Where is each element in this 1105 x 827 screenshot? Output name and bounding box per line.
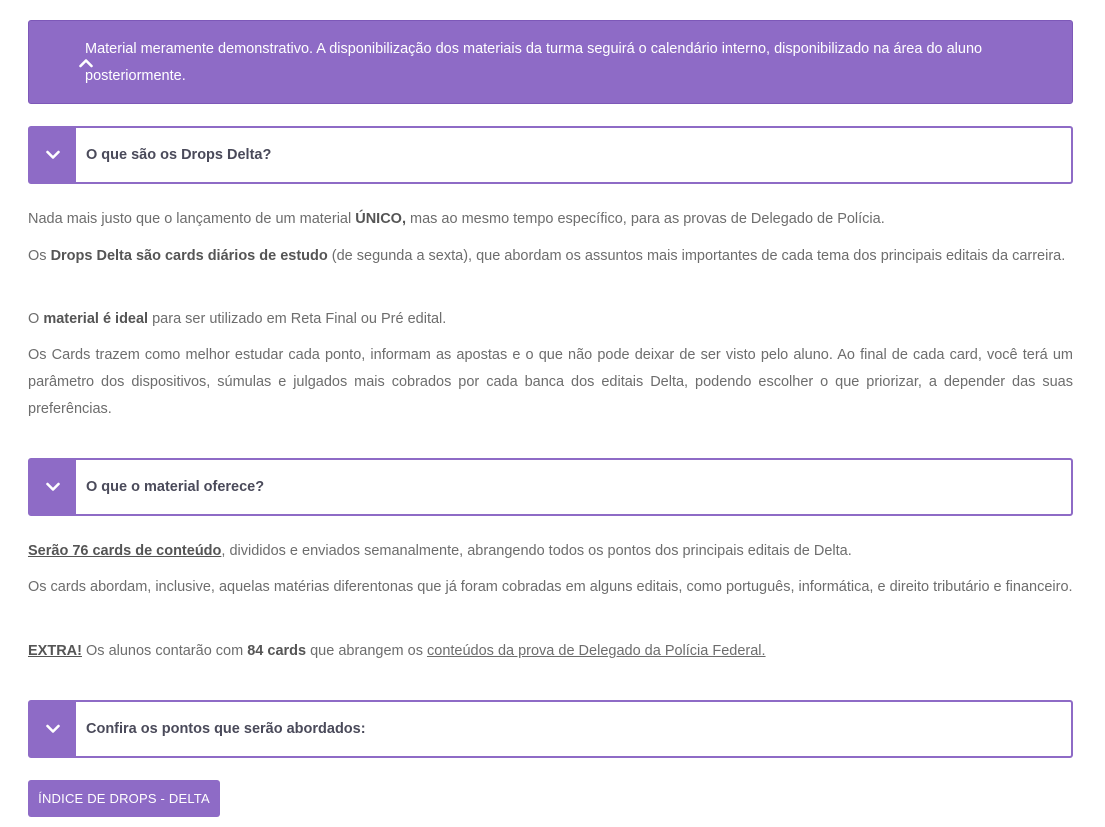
chevron-down-icon[interactable] — [30, 702, 76, 756]
accordion-drops-delta[interactable] — [28, 126, 1073, 184]
accordion-title[interactable]: O que são os Drops Delta? — [86, 147, 272, 163]
notice-text: Material meramente demonstrativo. A disponibilização dos materiais da turma seguirá o calendário interno, disponibilizado na área do aluno posteriormente. — [85, 41, 983, 84]
section1-paragraph-4: Os Cards trazem como melhor estudar cada ponto, informam as apostas e o que não pode deixar de ser visto pelo aluno. Ao final de cada card, você terá um parâmetro dos dispositivos, súmulas e julgados mais cobrados por cada banca dos editais Delta, podendo escolher o que priorizar, a depender das suas preferências. — [28, 347, 1073, 417]
federal-content-link[interactable]: conteúdos da prova de Delegado da Polícia Federal. — [427, 643, 766, 659]
section2-paragraph-3: EXTRA! Os alunos contarão com 84 cards que abrangem os conteúdos da prova de Delegado da Polícia Federal. — [28, 643, 766, 659]
accordion-pontos-abordados[interactable] — [28, 700, 1073, 758]
index-drops-delta-button[interactable]: ÍNDICE DE DROPS - DELTA — [28, 780, 220, 817]
chevron-down-icon[interactable] — [30, 128, 76, 182]
section2-paragraph-1: Serão 76 cards de conteúdo, divididos e enviados semanalmente, abrangendo todos os pontos dos principais editais de Delta. — [28, 543, 852, 559]
chevron-down-icon[interactable] — [30, 460, 76, 514]
section1-paragraph-3: O material é ideal para ser utilizado em Reta Final ou Pré edital. — [28, 311, 447, 327]
demo-notice-accordion[interactable] — [28, 20, 1073, 104]
section2-paragraph-2: Os cards abordam, inclusive, aquelas matérias diferentonas que já foram cobradas em alguns editais, como português, informática, e direito tributário e financeiro. — [28, 579, 1073, 595]
section1-paragraph-2: Os Drops Delta são cards diários de estudo (de segunda a sexta), que abordam os assuntos mais importantes de cada tema dos principais editais da carreira. — [28, 248, 1066, 264]
accordion-material-oferece[interactable] — [28, 458, 1073, 516]
section1-paragraph-1: Nada mais justo que o lançamento de um material ÚNICO, mas ao mesmo tempo específico, para as provas de Delegado de Polícia. — [28, 211, 885, 227]
accordion-title[interactable]: Confira os pontos que serão abordados: — [86, 721, 366, 737]
accordion-title[interactable]: O que o material oferece? — [86, 479, 265, 495]
